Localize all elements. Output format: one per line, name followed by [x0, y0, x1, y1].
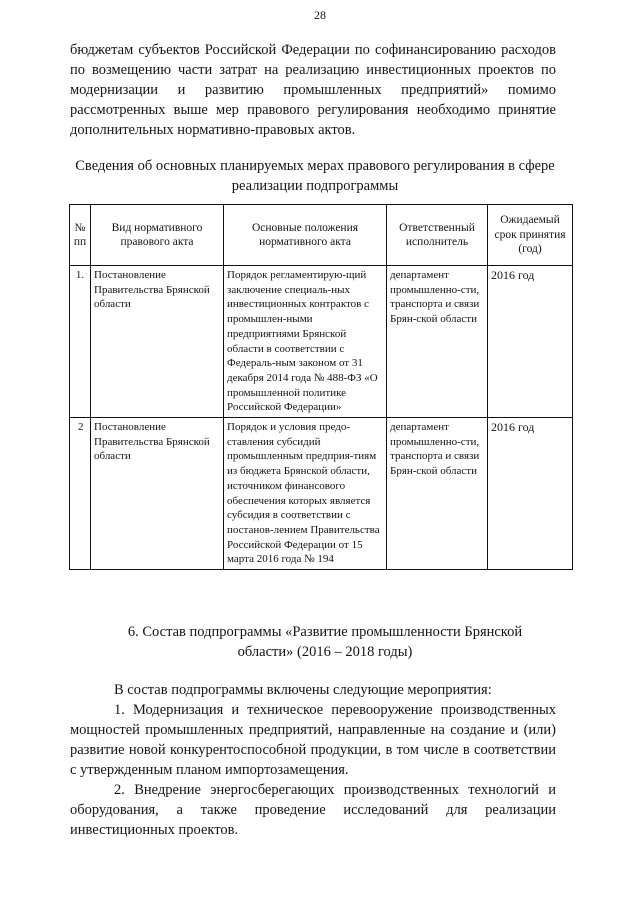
row-num: 2 [70, 418, 91, 570]
row-executor: департамент промышленно-сти, транспорта и связи Брян-ской области [387, 266, 488, 418]
row-provisions: Порядок и условия предо-ставления субсидий промышленным предприя-тиям из бюджета Брянской области, источником финансового обеспечения которых является субсидия в соответствии с постанов-лением Правительства Российской Федерации от 15 марта 2016 года № 194 [224, 418, 387, 570]
paragraph: В состав подпрограммы включены следующие мероприятия: [114, 682, 492, 698]
paragraph: 1. Модернизация и техническое перевооружение производственных мощностей промышленных предприятий, направленные на создание и (или) развитие новой конкурентоспособной продукции, в том числе в соответствии с утвержденным планом импортозамещения. [70, 702, 556, 778]
header-num: № пп [70, 205, 91, 266]
paragraph: 2. Внедрение энергосберегающих производственных технологий и оборудования, а также проведение исследований для реализации инвестиционных проектов. [70, 782, 556, 838]
section-heading: 6. Состав подпрограммы «Развитие промышленности Брянской области» (2016 – 2018 годы) [127, 624, 523, 660]
row-act-type: Постановление Правительства Брянской области [91, 418, 224, 570]
header-term: Ожидаемый срок принятия (год) [488, 205, 573, 266]
table-row [70, 266, 573, 418]
row-term: 2016 год [488, 418, 573, 570]
header-executor: Ответственный исполнитель [387, 205, 488, 266]
row-provisions: Порядок регламентирую-щий заключение специаль-ных инвестиционных контрактов с промышлен-ными предприятиями Брянской области в соответствии с Федераль-ным законом от 31 декабря 2014 года № 488-ФЗ «О промышленной политике Российской Федерации» [224, 266, 387, 418]
header-provisions: Основные положения нормативного акта [224, 205, 387, 266]
header-act-type: Вид нормативного правового акта [91, 205, 224, 266]
table-title: Сведения об основных планируемых мерах правового регулирования в сфере реализации подпрограммы [75, 158, 555, 194]
intro-paragraph: бюджетам субъектов Российской Федерации по софинансированию расходов по возмещению части затрат на реализацию инвестиционных проектов по модернизации и развитию промышленных предприятий» помимо рассмотренных выше мер правового регулирования необходимо принятие дополнительных нормативно-правовых актов. [70, 42, 556, 138]
section-body [70, 680, 556, 840]
table-header-row [70, 205, 573, 266]
row-executor: департамент промышленно-сти, транспорта и связи Брян-ской области [387, 418, 488, 570]
table-row [70, 418, 573, 570]
row-act-type: Постановление Правительства Брянской области [91, 266, 224, 418]
row-num: 1. [70, 266, 91, 418]
regulation-measures-table [69, 204, 573, 570]
page-number: 28 [314, 8, 326, 22]
row-term: 2016 год [488, 266, 573, 418]
